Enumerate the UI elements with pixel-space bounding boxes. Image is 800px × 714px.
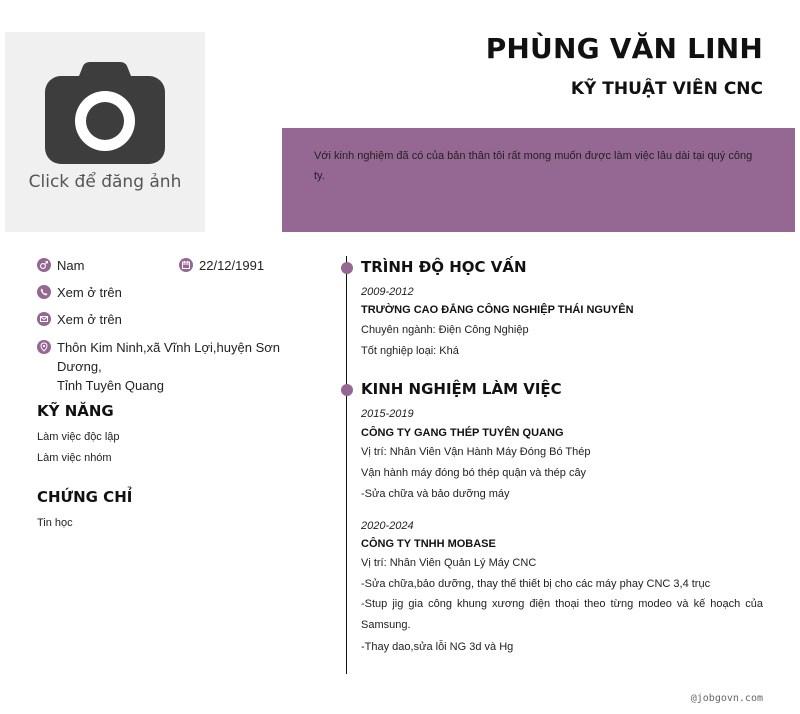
objective-text: Với kinh nghiệm đã có của bản thân tôi rất mong muốn được làm việc lâu dài tại quý công ty. — [314, 150, 753, 182]
job-duty: Vận hành máy đóng bó thép quận và thép cây — [361, 467, 587, 479]
education-major: Chuyên ngành: Điện Công Nghiệp — [361, 324, 529, 336]
job-company: CÔNG TY GANG THÉP TUYÊN QUANG — [361, 427, 564, 439]
education-school: TRƯỜNG CAO ĐẲNG CÔNG NGHIỆP THÁI NGUYÊN — [361, 304, 634, 316]
phone-row — [37, 283, 122, 302]
email-row — [37, 310, 122, 329]
objective-box — [282, 128, 795, 232]
location-pin-icon — [37, 340, 51, 354]
phone-icon — [37, 285, 51, 299]
gender-row — [37, 256, 84, 275]
certificate-item: Tin học — [37, 517, 73, 529]
calendar-icon — [179, 258, 193, 272]
job-period: 2020-2024 — [361, 520, 414, 532]
gender-icon — [37, 258, 51, 272]
email-icon — [37, 312, 51, 326]
timeline-dot — [341, 384, 353, 396]
job-position: Vị trí: Nhân Viên Vận Hành Máy Đóng Bó Thép — [361, 446, 591, 458]
photo-upload-label: Click để đăng ảnh — [28, 172, 182, 192]
address-row — [37, 338, 327, 395]
address-value — [57, 338, 327, 395]
birthday-value: 22/12/1991 — [199, 258, 265, 273]
education-grade: Tốt nghiệp loại: Khá — [361, 345, 459, 357]
photo-upload[interactable] — [5, 32, 205, 232]
job-position: Vị trí: Nhân Viên Quản Lý Máy CNC — [361, 557, 537, 569]
skill-item: Làm việc độc lập — [37, 431, 120, 443]
job-duty: -Sửa chữa,bảo dưỡng, thay thế thiết bị cho các máy phay CNC 3,4 trục — [361, 578, 711, 590]
timeline-line — [346, 256, 347, 674]
certificates-title: CHỨNG CHỈ — [37, 488, 133, 506]
address-line-2: Tỉnh Tuyên Quang — [57, 378, 164, 393]
address-line-1: Thôn Kim Ninh,xã Vĩnh Lợi,huyện Sơn Dương, — [57, 340, 280, 374]
birthday-row — [179, 256, 264, 275]
education-period: 2009-2012 — [361, 286, 414, 298]
job-period: 2015-2019 — [361, 408, 414, 420]
job-company: CÔNG TY TNHH MOBASE — [361, 538, 496, 550]
watermark: @jobgovn.com — [690, 693, 763, 704]
education-title: TRÌNH ĐỘ HỌC VẤN — [361, 258, 527, 276]
camera-icon — [45, 60, 165, 170]
timeline-dot — [341, 262, 353, 274]
phone-value: Xem ở trên — [57, 285, 122, 300]
experience-title: KINH NGHIỆM LÀM VIỆC — [361, 380, 562, 398]
candidate-name: PHÙNG VĂN LINH — [485, 32, 763, 65]
email-value: Xem ở trên — [57, 312, 122, 327]
job-duty: -Thay dao,sửa lỗi NG 3d và Hg — [361, 641, 514, 653]
job-title: KỸ THUẬT VIÊN CNC — [570, 79, 763, 99]
skill-item: Làm việc nhóm — [37, 452, 112, 464]
job-duty: -Stup jig gia công khung xương điện thoại theo từng modeo và kế hoạch của Samsung. — [361, 598, 763, 631]
skills-title: KỸ NĂNG — [37, 402, 114, 420]
gender-value: Nam — [57, 258, 85, 273]
job-duty: -Sửa chữa và bảo dưỡng máy — [361, 488, 510, 500]
